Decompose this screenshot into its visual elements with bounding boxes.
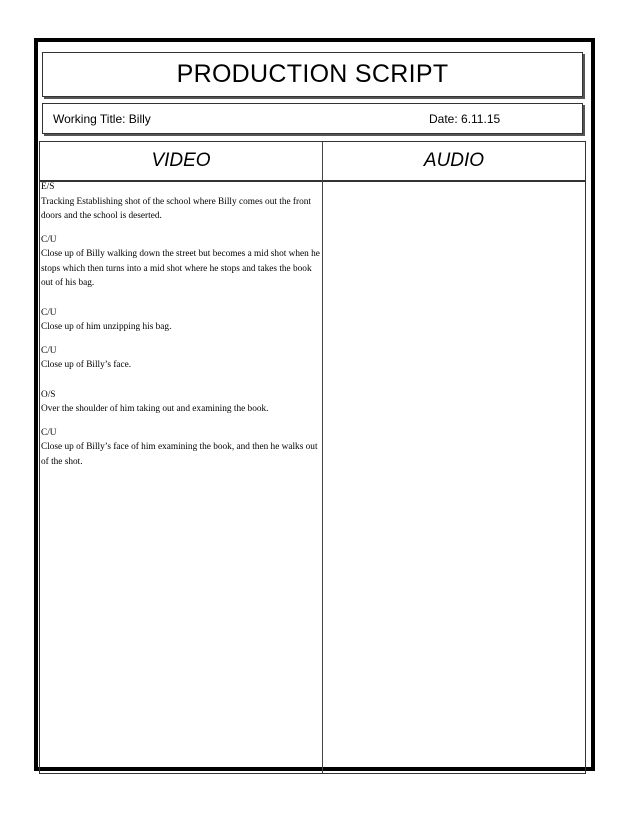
shot-code: O/S — [41, 389, 56, 400]
shot-entry — [41, 388, 321, 417]
shot-entry — [41, 233, 321, 291]
shot-description: Tracking Establishing shot of the school where Billy comes out the front doors and the school is deserted. — [41, 196, 312, 221]
shot-entry — [41, 306, 321, 335]
shot-code: C/U — [41, 307, 57, 318]
shot-code: E/S — [41, 182, 55, 192]
shot-description: Close up of Billy walking down the street but becomes a mid shot when he stops which then turns into a mid shot where he stops and takes the book out of his bag. — [41, 249, 320, 288]
page-title: PRODUCTION SCRIPT — [176, 60, 449, 88]
column-divider — [322, 142, 323, 773]
audio-column-heading: AUDIO — [423, 150, 485, 171]
shot-entry — [41, 180, 321, 224]
table-header-row — [40, 142, 585, 182]
info-box — [42, 103, 583, 134]
shot-description: Close up of him unzipping his bag. — [41, 322, 172, 332]
script-date: Date: 6.11.15 — [429, 112, 501, 126]
script-table — [39, 141, 586, 774]
shot-code: C/U — [41, 427, 57, 438]
shot-description: Close up of Billy’s face. — [41, 360, 132, 370]
shot-entry — [41, 344, 321, 373]
title-box — [42, 52, 583, 97]
shot-description: Close up of Billy’s face of him examining the book, and then he walks out of the shot. — [41, 442, 318, 467]
working-title: Working Title: Billy — [53, 112, 151, 126]
shot-code: C/U — [41, 345, 57, 356]
video-column — [41, 180, 321, 469]
video-column-heading: VIDEO — [151, 150, 211, 171]
shot-code: C/U — [41, 234, 57, 245]
shot-entry — [41, 426, 321, 470]
shot-description: Over the shoulder of him taking out and examining the book. — [41, 404, 269, 414]
